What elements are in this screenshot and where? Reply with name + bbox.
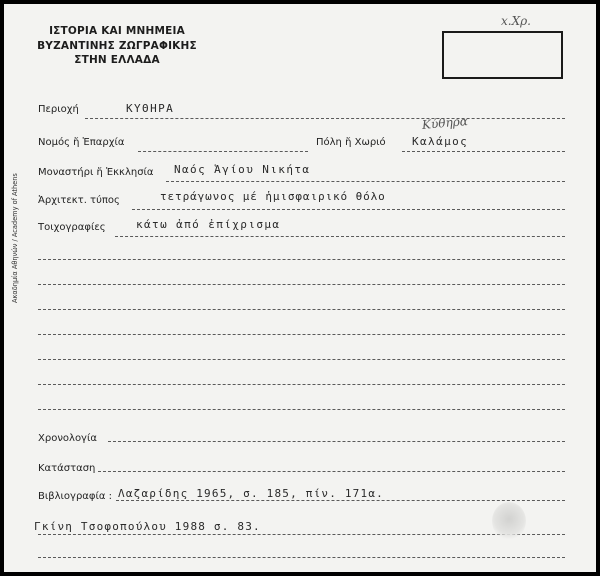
arch-type-value: τετράγωνος μέ ἡμισφαιρικό θόλο bbox=[160, 190, 386, 203]
prefecture-line bbox=[138, 151, 308, 152]
blank-line-2 bbox=[38, 284, 565, 285]
chronology-line bbox=[108, 441, 565, 442]
blank-line-4 bbox=[38, 334, 565, 335]
region-value: ΚΥΘΗΡΑ bbox=[126, 102, 175, 115]
blank-line-8 bbox=[38, 557, 565, 558]
prefecture-label: Νομός ἤ Ἐπαρχία bbox=[38, 137, 125, 148]
archive-record-card bbox=[4, 4, 596, 572]
frescoes-label: Τοιχογραφίες bbox=[38, 222, 106, 233]
arch-type-label: Ἀρχιτεκτ. τύπος bbox=[38, 195, 120, 206]
frescoes-line bbox=[115, 236, 565, 237]
stamp-box bbox=[442, 31, 563, 79]
frescoes-value: κάτω ἀπό ἐπίχρισμα bbox=[136, 218, 281, 231]
faded-seal-watermark bbox=[492, 502, 526, 540]
bibliography-line bbox=[116, 500, 565, 501]
arch-type-line bbox=[132, 209, 565, 210]
header-line-2: ΒΥΖΑΝΤΙΝΗΣ ΖΩΓΡΑΦΙΚΗΣ bbox=[37, 39, 197, 52]
region-line bbox=[85, 118, 565, 119]
condition-line bbox=[98, 471, 565, 472]
blank-line-7 bbox=[38, 409, 565, 410]
chronology-label: Χρονολογία bbox=[38, 433, 97, 444]
bibliography-label: Βιβλιογραφία : bbox=[38, 491, 113, 502]
region-label: Περιοχή bbox=[38, 104, 79, 115]
town-line bbox=[402, 151, 565, 152]
bibliography-continued: Γκίνη Τσοφοπούλου 1988 σ. 83. bbox=[34, 520, 261, 533]
blank-line-5 bbox=[38, 359, 565, 360]
blank-line-1 bbox=[38, 259, 565, 260]
blank-line-6 bbox=[38, 384, 565, 385]
bibliography-value: Λαζαρίδης 1965, σ. 185, πίν. 171α. bbox=[118, 487, 384, 500]
monastery-line bbox=[166, 181, 565, 182]
town-value: Καλάμος bbox=[412, 135, 469, 148]
bibliography-continued-line bbox=[38, 534, 565, 535]
monastery-value: Ναός Ἁγίου Νικήτα bbox=[174, 163, 311, 176]
card-header bbox=[28, 24, 206, 68]
archive-credit: Ακαδημία Αθηνών / Academy of Athens bbox=[11, 173, 19, 303]
condition-label: Κατάσταση bbox=[38, 463, 96, 474]
corner-handwritten-note: x.Xρ. bbox=[501, 14, 531, 28]
monastery-label: Μοναστήρι ἤ Ἐκκλησία bbox=[38, 167, 154, 178]
header-line-3: ΣΤΗΝ ΕΛΛΑΔΑ bbox=[74, 54, 160, 66]
town-handwritten-annotation: Κύθηρα bbox=[421, 114, 469, 132]
header-line-1: ΙΣΤΟΡΙΑ ΚΑΙ ΜΝΗΜΕΙΑ bbox=[49, 25, 185, 37]
town-label: Πόλη ἤ Χωριό bbox=[316, 137, 386, 148]
blank-line-3 bbox=[38, 309, 565, 310]
